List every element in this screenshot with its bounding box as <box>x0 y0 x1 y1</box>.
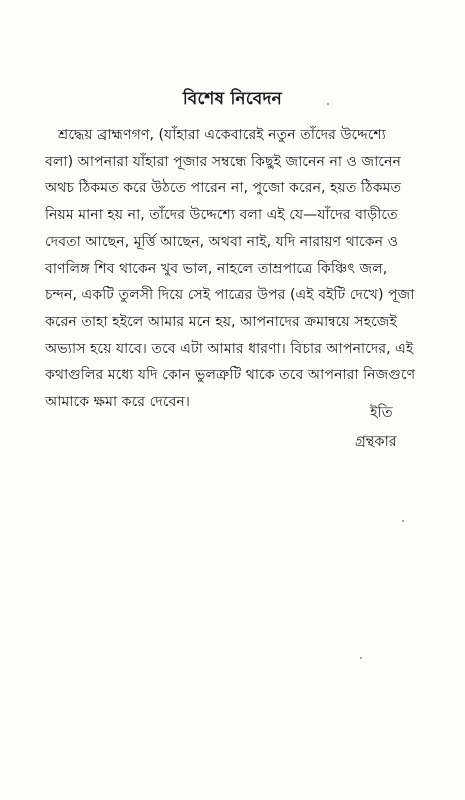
paper-speck <box>402 520 404 522</box>
signoff-iti: ইতি <box>370 405 393 421</box>
text-line: অভ্যাস হয়ে যাবে। তবে এটা আমার ধারণা। বিচার আপনাদের, এই <box>45 340 414 357</box>
paper-speck <box>360 657 362 659</box>
paper-speck <box>327 103 329 105</box>
text-line: বলা) আপনারা যাঁহারা পূজার সম্বন্ধে কিছুই জানেন না ও জানেন <box>45 153 401 170</box>
text-line: দেবতা আছেন, মূর্ত্তি আছেন, অথবা নাই, যদি নারায়ণ থাকেন ও <box>45 233 399 250</box>
text-line: নিয়ম মানা হয় না, তাঁদের উদ্দেশ্যে বলা এই যে—যাঁদের বাড়ীতে <box>45 207 398 224</box>
signoff-author: গ্রন্থকার <box>355 434 397 450</box>
text-line: বাণলিঙ্গ শিব থাকেন খুব ভাল, নাহলে তাম্রপাত্রে কিঞ্চিৎ জল, <box>45 260 388 277</box>
text-line: চন্দন, একটি তুলসী দিয়ে সেই পাত্রের উপর (এই বইটি দেখে) পূজা <box>45 287 415 304</box>
text-line: আমাকে ক্ষমা করে দেবেন। <box>45 394 190 411</box>
text-line: অথচ ঠিকমত করে উঠতে পারেন না, পুজো করেন, হয়ত ঠিকমত <box>45 180 402 197</box>
text-line: শ্রদ্ধেয় ব্রাহ্মণগণ, (যাঁহারা একেবারেই নতুন তাঁদের উদ্দেশ্যে <box>58 127 386 143</box>
body-paragraph <box>45 122 420 416</box>
text-line: করেন তাহা হইলে আমার মনে হয়, আপনাদের ক্রমান্বয়ে সহজেই <box>45 313 397 330</box>
page-title: বিশেষ নিবেদন <box>182 89 283 109</box>
text-line: কথাগুলির মধ্যে যদি কোন ভুলত্রুটি থাকে তবে আপনারা নিজগুণে <box>45 367 416 384</box>
